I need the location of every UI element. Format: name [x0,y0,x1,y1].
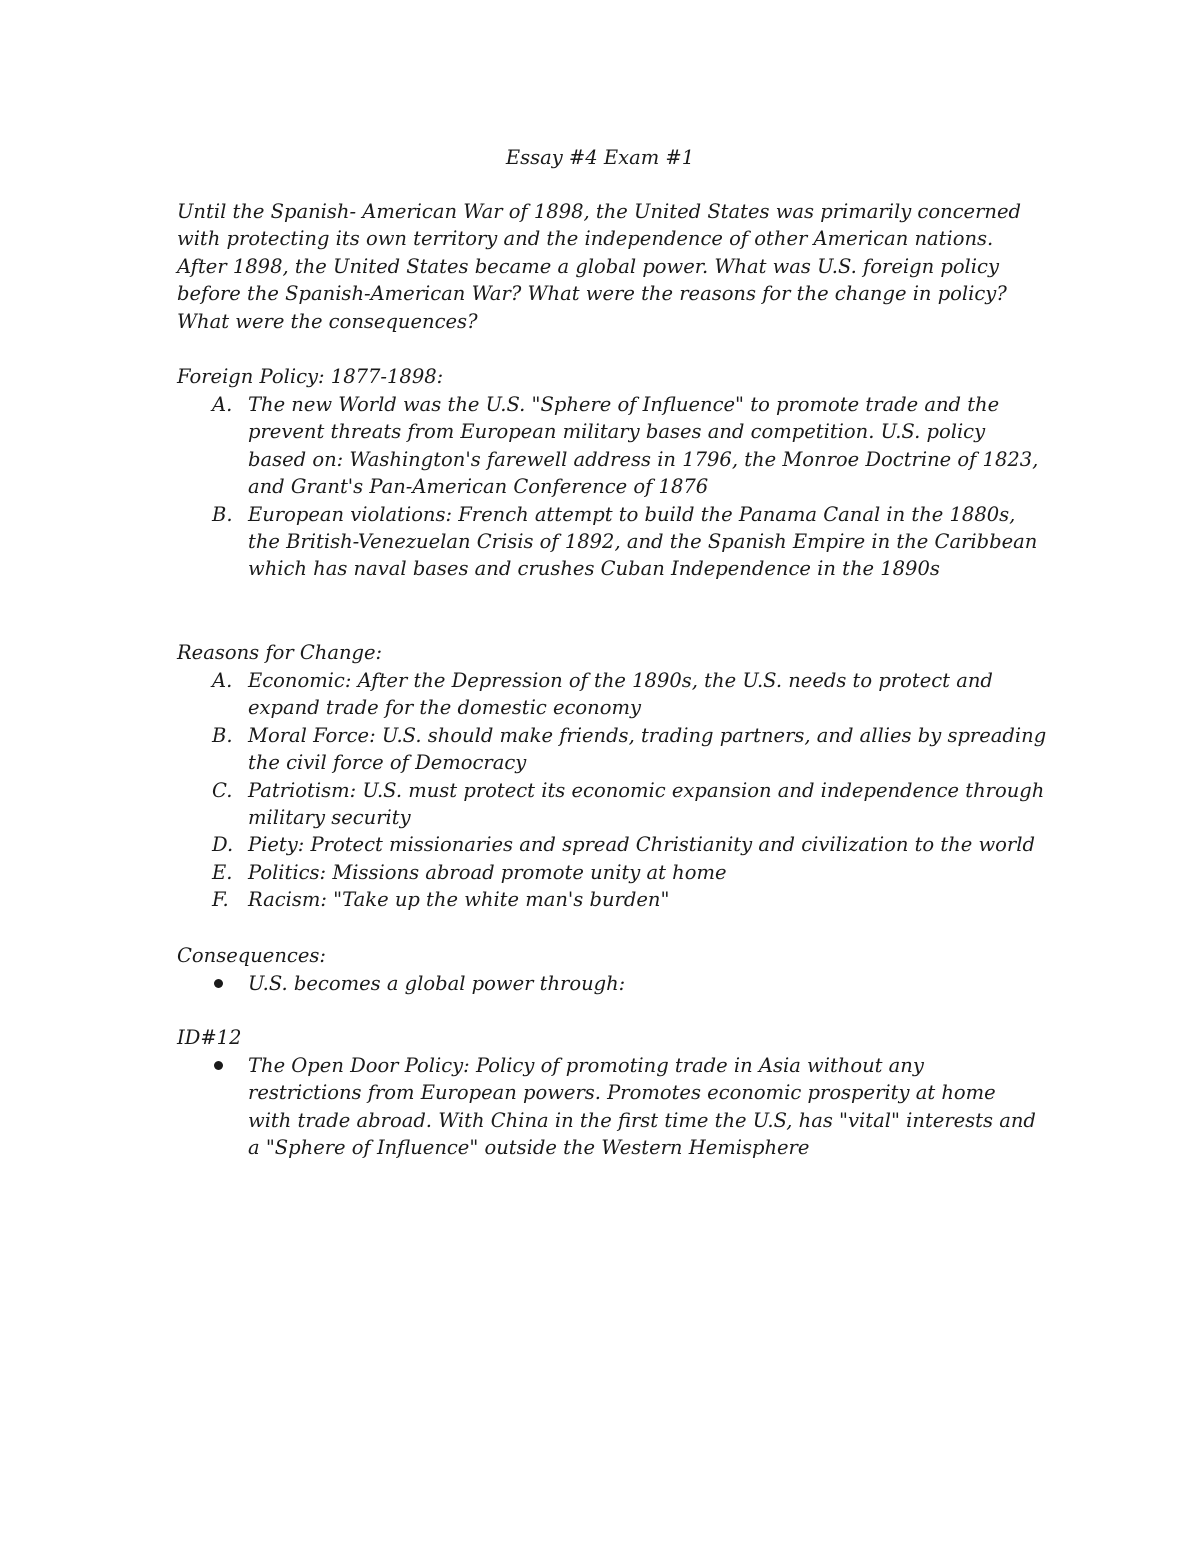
list-item-line: a "Sphere of Influence" outside the Western Hemisphere [248,1136,810,1160]
list-item [177,777,1077,832]
prompt-line: After 1898, the United States became a global power. What was U.S. foreign policy [177,254,999,278]
list-item-line: U.S. becomes a global power through: [248,972,626,995]
essay-prompt [177,198,1037,335]
list-item-line: prevent threats from European military bases and competition. U.S. policy [248,420,986,444]
list-item-line: Moral Force: U.S. should make friends, trading partners, and allies by spreading [248,723,1047,747]
list-marker: F. [212,888,229,912]
list-item-line: the British-Venezuelan Crisis of 1892, and the Spanish Empire in the Caribbean [248,530,1038,554]
bullet-icon [214,1061,223,1070]
list-item-line: European violations: French attempt to build the Panama Canal in the 1880s, [248,502,1016,526]
list-item [177,722,1077,777]
prompt-line: Until the Spanish- American War of 1898, the United States was primarily concerned [177,200,1021,223]
list-item-line: the civil force of Democracy [248,751,527,775]
list-item-line: with trade abroad. With China in the first time the U.S, has "vital" interests and [248,1108,1036,1132]
section-heading-reasons: Reasons for Change: [177,641,383,664]
list-marker: C. [212,778,233,802]
prompt-line: before the Spanish-American War? What were the reasons for the change in policy? [177,282,1007,306]
list-item-line: Politics: Missions abroad promote unity at home [248,860,727,884]
foreign-policy-list [177,391,1077,583]
list-item [177,501,1077,583]
list-item-line: The new World was the U.S. "Sphere of Influence" to promote trade and the [248,393,1000,416]
list-marker: A. [212,669,233,692]
bullet-icon [214,979,223,988]
bullet-item [177,1052,1077,1162]
list-item [177,667,1077,722]
list-item [177,391,1077,501]
list-item-line: based on: Washington's farewell address in 1796, the Monroe Doctrine of 1823, [248,447,1039,471]
reasons-list [177,667,1077,914]
bullet-item [177,970,1077,997]
consequences-list [177,970,1077,997]
list-item-line: which has naval bases and crushes Cuban Independence in the 1890s [248,557,940,581]
list-item-line: Piety: Protect missionaries and spread Christianity and civilization to the world [248,833,1035,857]
prompt-line: What were the consequences? [177,309,478,333]
list-item-line: and Grant's Pan-American Conference of 1876 [248,475,709,499]
list-marker: D. [212,833,234,857]
section-heading-id12: ID#12 [177,1026,242,1049]
list-item-line: restrictions from European powers. Promotes economic prosperity at home [248,1081,996,1105]
list-item-line: Racism: "Take up the white man's burden" [248,888,670,912]
list-item [177,886,1077,913]
section-heading-foreign-policy: Foreign Policy: 1877-1898: [177,365,444,388]
list-item [177,859,1077,886]
list-item-line: military security [248,806,411,830]
list-marker: B. [212,723,233,747]
list-item-line: Economic: After the Depression of the 1890s, the U.S. needs to protect and [248,669,993,692]
list-item-line: The Open Door Policy: Policy of promoting trade in Asia without any [248,1054,924,1077]
list-marker: B. [212,502,233,526]
section-heading-consequences: Consequences: [177,944,326,967]
document-title: Essay #4 Exam #1 [505,146,695,169]
list-item [177,831,1077,858]
id12-list [177,1052,1077,1162]
list-item-line: Patriotism: U.S. must protect its economic expansion and independence through [248,778,1045,802]
list-item-line: expand trade for the domestic economy [248,696,641,720]
list-marker: A. [212,393,233,416]
prompt-line: with protecting its own territory and the independence of other American nations. [177,227,994,251]
list-marker: E. [212,860,233,884]
